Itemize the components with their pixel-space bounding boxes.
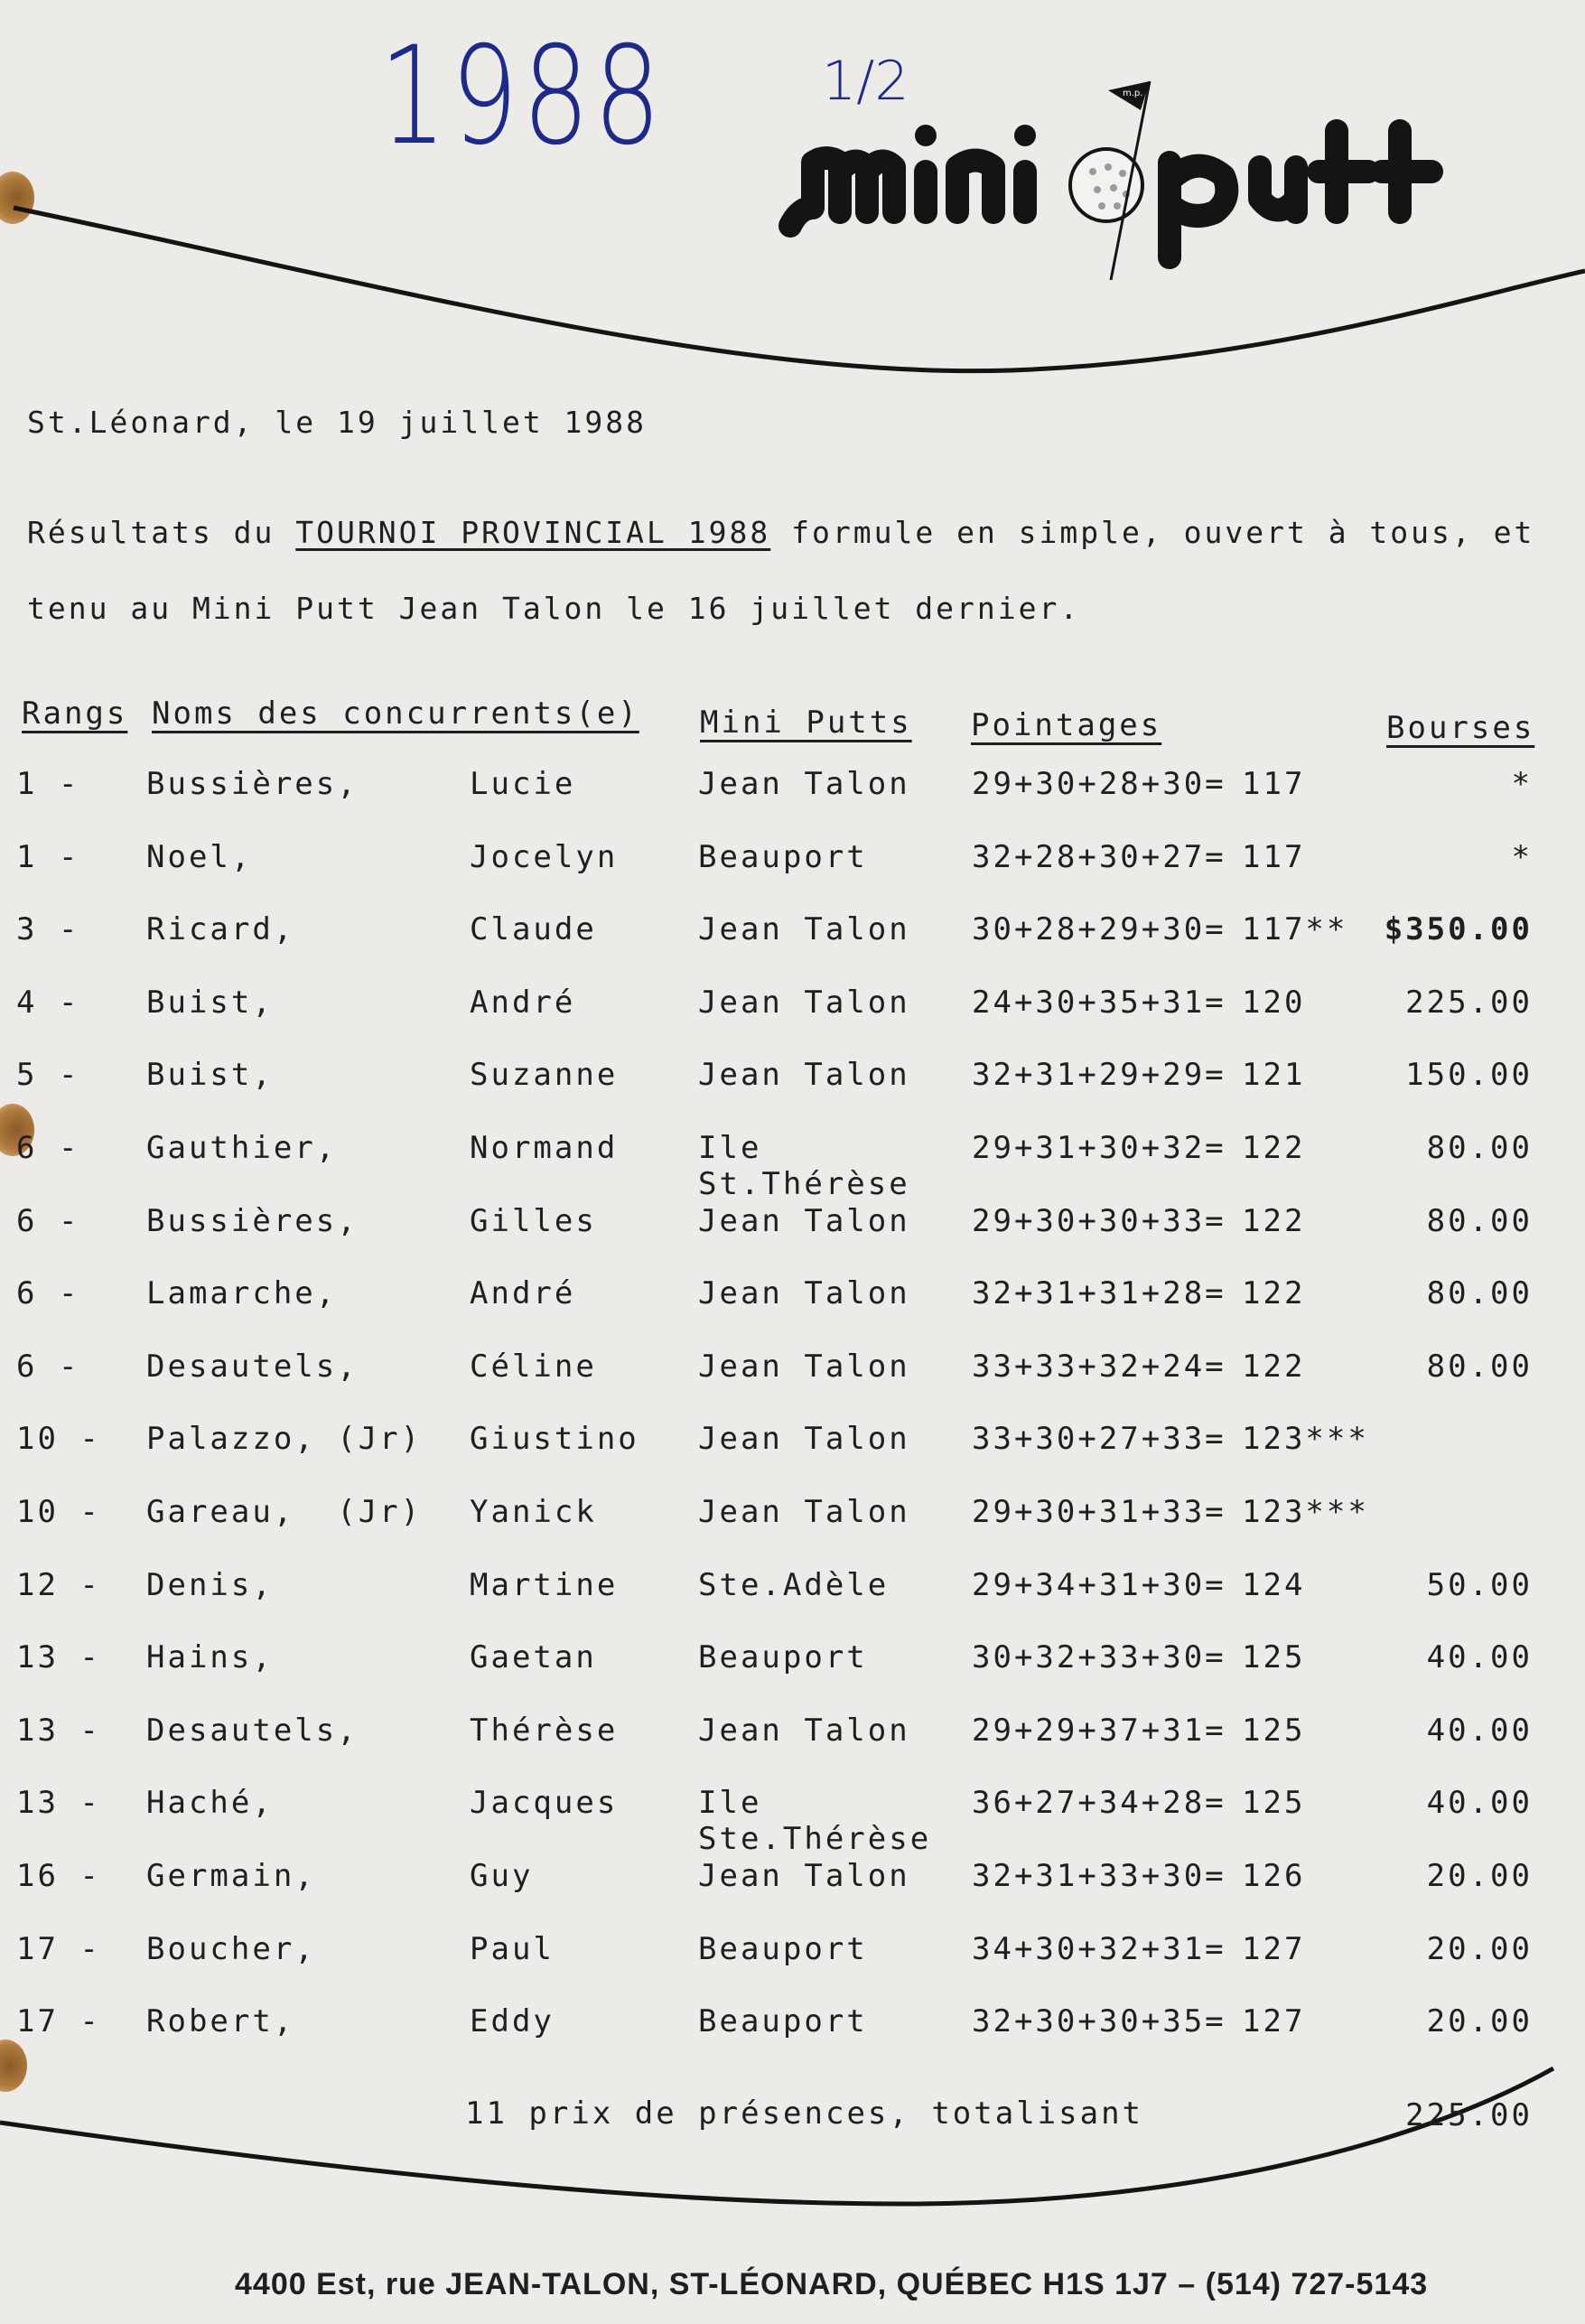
col-mini-putts-header: Mini Putts bbox=[700, 705, 912, 741]
score-breakdown-cell: 29+30+30+33= bbox=[972, 1202, 1226, 1239]
total-score-cell: 126 bbox=[1242, 1858, 1306, 1894]
total-score-cell: 122 bbox=[1242, 1275, 1306, 1312]
rank-cell: 6 - bbox=[16, 1348, 80, 1385]
prize-cell: 150.00 bbox=[1405, 1057, 1533, 1094]
total-score-cell: 125 bbox=[1242, 1712, 1306, 1749]
first-name-cell: Guy bbox=[470, 1858, 534, 1894]
score-breakdown-cell: 29+29+37+31= bbox=[972, 1712, 1226, 1749]
table-row bbox=[0, 839, 1585, 911]
score-breakdown-cell: 24+30+35+31= bbox=[972, 984, 1226, 1021]
table-row bbox=[0, 1421, 1585, 1493]
prize-cell: 80.00 bbox=[1426, 1275, 1533, 1312]
table-row bbox=[0, 1275, 1585, 1348]
score-breakdown-cell: 30+32+33+30= bbox=[972, 1639, 1226, 1676]
mini-putt-cell: Beauport bbox=[698, 1639, 868, 1676]
handwritten-fraction: 1/2 bbox=[822, 50, 909, 113]
score-breakdown-cell: 36+27+34+28= bbox=[972, 1785, 1226, 1822]
mini-putt-cell: Beauport bbox=[698, 838, 868, 875]
door-prizes-label: 11 prix de présences, totalisant bbox=[465, 2095, 1144, 2132]
total-score-cell: 122 bbox=[1242, 1202, 1306, 1239]
score-breakdown-cell: 29+31+30+32= bbox=[972, 1130, 1226, 1166]
rank-cell: 13 - bbox=[16, 1785, 101, 1822]
first-name-cell: Gilles bbox=[470, 1202, 597, 1239]
score-breakdown-cell: 32+31+33+30= bbox=[972, 1858, 1226, 1894]
first-name-cell: Thérèse bbox=[470, 1712, 619, 1749]
last-name-cell: Ricard, bbox=[146, 911, 295, 948]
prize-cell: * bbox=[1511, 766, 1533, 802]
total-score-cell: 123*** bbox=[1242, 1421, 1369, 1458]
first-name-cell: Martine bbox=[470, 1566, 619, 1603]
mini-putt-cell: Beauport bbox=[698, 2003, 868, 2040]
handwritten-year: 1988 bbox=[379, 18, 666, 175]
last-name-cell: Noel, bbox=[146, 838, 253, 875]
table-row bbox=[0, 1567, 1585, 1639]
mini-putt-cell: Jean Talon bbox=[698, 1348, 910, 1385]
score-breakdown-cell: 34+30+32+31= bbox=[972, 1930, 1226, 1967]
last-name-cell: Buist, bbox=[146, 984, 274, 1021]
rank-cell: 5 - bbox=[16, 1057, 80, 1094]
mini-putt-cell: Beauport bbox=[698, 1930, 868, 1967]
mini-putt-cell: Ile Ste.Thérèse bbox=[698, 1785, 932, 1858]
last-name-cell: Buist, bbox=[146, 1057, 274, 1094]
last-name-cell: Robert, bbox=[146, 2003, 295, 2040]
total-score-cell: 117 bbox=[1242, 766, 1306, 802]
col-names-header: Noms des concurrents(e) bbox=[152, 695, 639, 732]
mini-putt-cell: Jean Talon bbox=[698, 1275, 910, 1312]
rank-cell: 17 - bbox=[16, 1930, 101, 1967]
mini-putt-cell: Jean Talon bbox=[698, 1494, 910, 1530]
mini-putt-cell: Jean Talon bbox=[698, 911, 910, 948]
first-name-cell: Normand bbox=[470, 1130, 619, 1166]
table-row bbox=[0, 985, 1585, 1057]
col-rank-header: Rangs bbox=[22, 695, 128, 732]
mini-putt-cell: Jean Talon bbox=[698, 766, 910, 802]
table-row bbox=[0, 911, 1585, 984]
rank-cell: 12 - bbox=[16, 1566, 101, 1603]
last-name-cell: Desautels, bbox=[146, 1712, 359, 1749]
table-row bbox=[0, 1639, 1585, 1712]
mini-putt-cell: Jean Talon bbox=[698, 1057, 910, 1094]
door-prizes-amount: 225.00 bbox=[1405, 2097, 1533, 2133]
mini-putt-cell: Jean Talon bbox=[698, 1858, 910, 1894]
last-name-cell: Boucher, bbox=[146, 1930, 316, 1967]
prize-cell: 40.00 bbox=[1426, 1712, 1533, 1749]
col-prizes-header: Bourses bbox=[1386, 710, 1535, 746]
score-breakdown-cell: 29+30+28+30= bbox=[972, 766, 1226, 802]
last-name-cell: Bussières, bbox=[146, 1202, 359, 1239]
table-row bbox=[0, 1130, 1585, 1202]
mini-putt-cell: Jean Talon bbox=[698, 1421, 910, 1458]
first-name-cell: Giustino bbox=[470, 1421, 639, 1458]
mini-putt-cell: Ile St.Thérèse bbox=[698, 1130, 910, 1202]
last-name-cell: Hains, bbox=[146, 1639, 274, 1676]
first-name-cell: André bbox=[470, 984, 576, 1021]
score-breakdown-cell: 32+31+29+29= bbox=[972, 1057, 1226, 1094]
total-score-cell: 124 bbox=[1242, 1566, 1306, 1603]
last-name-cell: Gauthier, bbox=[146, 1130, 338, 1166]
rank-cell: 3 - bbox=[16, 911, 80, 948]
prize-cell: 20.00 bbox=[1426, 1930, 1533, 1967]
intro-line-1 bbox=[27, 515, 1534, 550]
total-score-cell: 123*** bbox=[1242, 1494, 1369, 1530]
intro-suffix: formule en simple, ouvert à tous, et bbox=[791, 515, 1535, 550]
total-score-cell: 125 bbox=[1242, 1639, 1306, 1676]
table-row bbox=[0, 1931, 1585, 2003]
rank-cell: 16 - bbox=[16, 1858, 101, 1894]
rank-cell: 4 - bbox=[16, 984, 80, 1021]
total-score-cell: 117** bbox=[1242, 911, 1348, 948]
last-name-cell: Haché, bbox=[146, 1785, 274, 1822]
last-name-cell: Palazzo, (Jr) bbox=[146, 1421, 423, 1458]
last-name-cell: Bussières, bbox=[146, 766, 359, 802]
prize-cell: 80.00 bbox=[1426, 1130, 1533, 1166]
total-score-cell: 121 bbox=[1242, 1057, 1306, 1094]
mini-putt-cell: Ste.Adèle bbox=[698, 1566, 890, 1603]
first-name-cell: Claude bbox=[470, 911, 597, 948]
first-name-cell: André bbox=[470, 1275, 576, 1312]
prize-cell: 40.00 bbox=[1426, 1785, 1533, 1822]
total-score-cell: 122 bbox=[1242, 1348, 1306, 1385]
intro-prefix: Résultats du bbox=[27, 515, 275, 550]
last-name-cell: Denis, bbox=[146, 1566, 274, 1603]
table-row bbox=[0, 1785, 1585, 1857]
table-row bbox=[0, 1203, 1585, 1275]
rank-cell: 13 - bbox=[16, 1712, 101, 1749]
table-row bbox=[0, 1057, 1585, 1129]
score-breakdown-cell: 29+30+31+33= bbox=[972, 1494, 1226, 1530]
first-name-cell: Jacques bbox=[470, 1785, 619, 1822]
last-name-cell: Desautels, bbox=[146, 1348, 359, 1385]
prize-cell: 225.00 bbox=[1405, 984, 1533, 1021]
date-line: St.Léonard, le 19 juillet 1988 bbox=[27, 405, 648, 440]
rank-cell: 1 - bbox=[16, 766, 80, 802]
table-row bbox=[0, 1349, 1585, 1421]
prize-cell: $350.00 bbox=[1384, 911, 1533, 948]
total-score-cell: 125 bbox=[1242, 1785, 1306, 1822]
rank-cell: 10 - bbox=[16, 1421, 101, 1458]
rank-cell: 6 - bbox=[16, 1202, 80, 1239]
total-score-cell: 127 bbox=[1242, 1930, 1306, 1967]
prize-cell: * bbox=[1511, 838, 1533, 875]
total-score-cell: 127 bbox=[1242, 2003, 1306, 2040]
score-breakdown-cell: 30+28+29+30= bbox=[972, 911, 1226, 948]
first-name-cell: Eddy bbox=[470, 2003, 555, 2040]
prize-cell: 50.00 bbox=[1426, 1566, 1533, 1603]
prize-cell: 20.00 bbox=[1426, 2003, 1533, 2040]
table-row bbox=[0, 1494, 1585, 1566]
first-name-cell: Lucie bbox=[470, 766, 576, 802]
prize-cell: 20.00 bbox=[1426, 1858, 1533, 1894]
event-name: TOURNOI PROVINCIAL 1988 bbox=[295, 515, 771, 550]
rank-cell: 17 - bbox=[16, 2003, 101, 2040]
rank-cell: 6 - bbox=[16, 1275, 80, 1312]
rank-cell: 10 - bbox=[16, 1494, 101, 1530]
mini-putt-cell: Jean Talon bbox=[698, 984, 910, 1021]
last-name-cell: Lamarche, bbox=[146, 1275, 338, 1312]
rank-cell: 1 - bbox=[16, 838, 80, 875]
table-row bbox=[0, 1713, 1585, 1785]
intro-line-2: tenu au Mini Putt Jean Talon le 16 juillet dernier. bbox=[27, 591, 1081, 626]
first-name-cell: Yanick bbox=[470, 1494, 597, 1530]
col-scores-header: Pointages bbox=[971, 707, 1162, 743]
last-name-cell: Germain, bbox=[146, 1858, 316, 1894]
total-score-cell: 122 bbox=[1242, 1130, 1306, 1166]
rank-cell: 13 - bbox=[16, 1639, 101, 1676]
last-name-cell: Gareau, (Jr) bbox=[146, 1494, 423, 1530]
prize-cell: 80.00 bbox=[1426, 1202, 1533, 1239]
logo-flag-text: m.p. bbox=[1123, 89, 1143, 98]
score-breakdown-cell: 32+31+31+28= bbox=[972, 1275, 1226, 1312]
score-breakdown-cell: 33+30+27+33= bbox=[972, 1421, 1226, 1458]
score-breakdown-cell: 29+34+31+30= bbox=[972, 1566, 1226, 1603]
prize-cell: 80.00 bbox=[1426, 1348, 1533, 1385]
mini-putt-cell: Jean Talon bbox=[698, 1202, 910, 1239]
first-name-cell: Suzanne bbox=[470, 1057, 619, 1094]
mini-putt-cell: Jean Talon bbox=[698, 1712, 910, 1749]
score-breakdown-cell: 32+30+30+35= bbox=[972, 2003, 1226, 2040]
table-row bbox=[0, 766, 1585, 838]
first-name-cell: Paul bbox=[470, 1930, 555, 1967]
first-name-cell: Jocelyn bbox=[470, 838, 619, 875]
table-row bbox=[0, 2003, 1585, 2076]
footer-address: 4400 Est, rue JEAN-TALON, ST-LÉONARD, QUÉBEC H1S 1J7 – (514) 727-5143 bbox=[235, 2267, 1429, 2301]
prize-cell: 40.00 bbox=[1426, 1639, 1533, 1676]
total-score-cell: 120 bbox=[1242, 984, 1306, 1021]
rank-cell: 6 - bbox=[16, 1130, 80, 1166]
table-row bbox=[0, 1858, 1585, 1930]
first-name-cell: Céline bbox=[470, 1348, 597, 1385]
score-breakdown-cell: 33+33+32+24= bbox=[972, 1348, 1226, 1385]
first-name-cell: Gaetan bbox=[470, 1639, 597, 1676]
total-score-cell: 117 bbox=[1242, 838, 1306, 875]
score-breakdown-cell: 32+28+30+27= bbox=[972, 838, 1226, 875]
